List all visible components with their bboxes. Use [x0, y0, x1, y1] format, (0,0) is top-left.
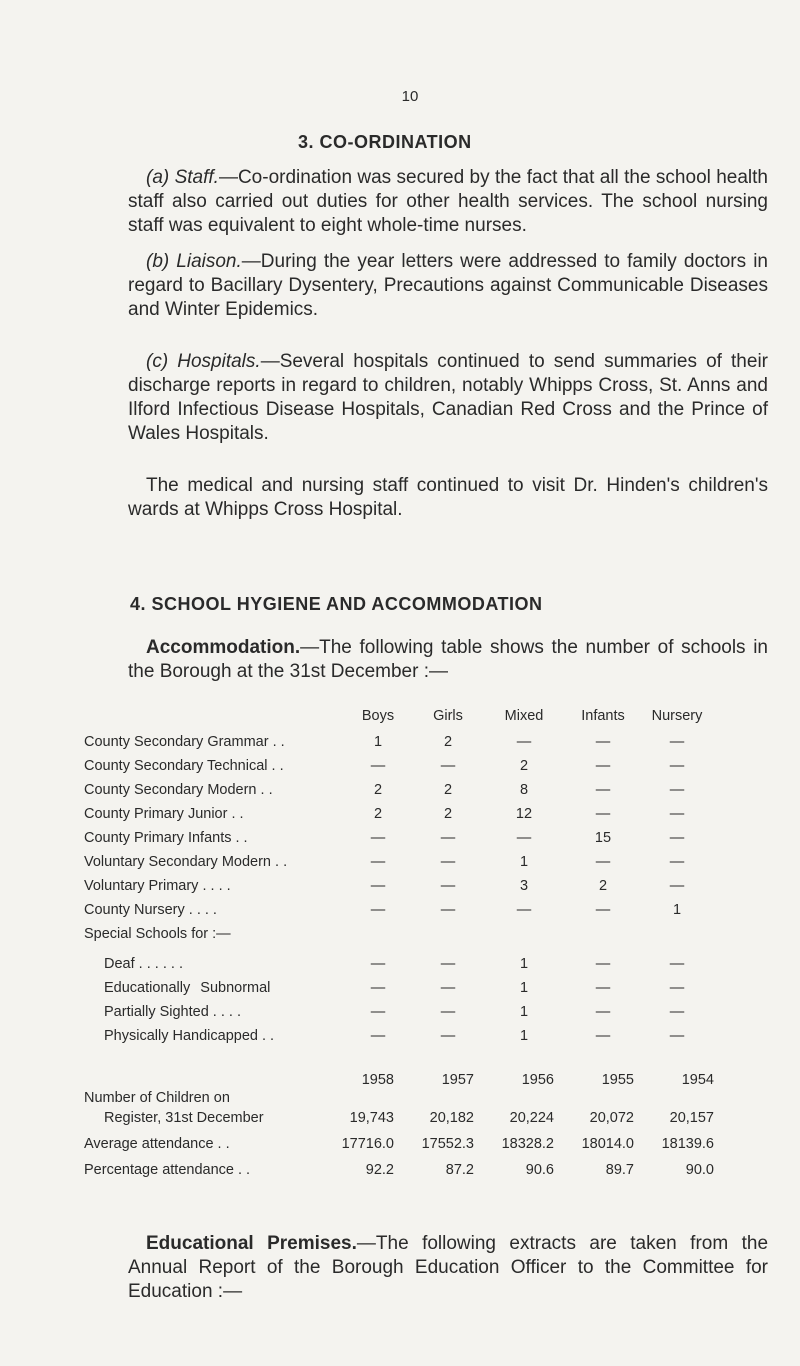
table-cell: 18014.0 [581, 1136, 634, 1152]
table-cell: 1 [519, 1028, 529, 1044]
column-header: Girls [433, 708, 463, 724]
staff-label: (a) Staff. [146, 167, 219, 188]
table-cell: 20,157 [669, 1110, 714, 1126]
row-label: Voluntary Primary . . . . [84, 878, 231, 894]
year-header: 1958 [361, 1072, 394, 1088]
liaison-paragraph [128, 250, 768, 322]
row-label: Voluntary Secondary Modern . . [84, 854, 288, 870]
hospitals-label: (c) Hospitals. [146, 351, 261, 372]
row-label: Percentage attendance . . [84, 1162, 251, 1178]
table-cell: — [669, 806, 685, 822]
table-cell: — [669, 1028, 685, 1044]
table-cell: 1 [519, 956, 529, 972]
premises-text: —The following extracts are taken from the Annual Report of the Borough Education Officer to the Committee for Education :— [128, 1233, 769, 1302]
page-number: 10 [401, 88, 419, 105]
table-cell: — [669, 782, 685, 798]
row-label: Register, 31st December [104, 1110, 264, 1126]
table-cell: 92.2 [365, 1162, 394, 1178]
staff-text: —Co-ordination was secured by the fact that all the school health staff also carried out duties for other health services. The school nursing staff was equivalent to eight whole-time nurses. [128, 167, 768, 236]
table-cell: — [370, 1028, 386, 1044]
table-cell: 15 [594, 830, 612, 846]
table-cell: — [595, 854, 611, 870]
section-4-heading: 4. SCHOOL HYGIENE AND ACCOMMODATION [130, 594, 543, 614]
table-cell: 17716.0 [341, 1136, 394, 1152]
row-label: Deaf . . . . . . [104, 956, 183, 972]
row-label: Educationally Subnormal [104, 980, 271, 996]
table-cell: 19,743 [349, 1110, 394, 1126]
table-cell: 87.2 [445, 1162, 474, 1178]
table-cell: — [370, 854, 386, 870]
table-cell: 20,224 [509, 1110, 554, 1126]
attendance-table [84, 1072, 800, 1192]
hospitals-text: —Several hospitals continued to send summaries of their discharge reports in regard to children, notably Whipps Cross, St. Anns and Ilford Infectious Disease Hospitals, Canadian Red Cross and the Prince of Wales Hospitals. [128, 351, 768, 444]
table-cell: — [370, 830, 386, 846]
table-cell: — [440, 758, 456, 774]
premises-paragraph [128, 1232, 768, 1304]
row-label: County Primary Infants . . [84, 830, 248, 846]
table-cell: — [669, 980, 685, 996]
row-label: County Secondary Grammar . . [84, 734, 285, 750]
row-label: Number of Children on [84, 1090, 230, 1106]
table-cell: 2 [373, 806, 383, 822]
table-cell: — [595, 806, 611, 822]
table-cell: 90.0 [685, 1162, 714, 1178]
table-cell: — [370, 878, 386, 894]
row-label: Average attendance . . [84, 1136, 230, 1152]
table-cell: — [440, 980, 456, 996]
table-cell: 18328.2 [501, 1136, 554, 1152]
table-cell: 1 [672, 902, 682, 918]
table-cell: — [370, 956, 386, 972]
table-cell: — [440, 830, 456, 846]
accommodation-paragraph [128, 636, 768, 684]
table-cell: — [516, 902, 532, 918]
table-cell: 2 [443, 806, 453, 822]
premises-label: Educational Premises. [146, 1233, 357, 1254]
table-cell: — [370, 1004, 386, 1020]
table-cell: — [595, 734, 611, 750]
table-cell: — [440, 902, 456, 918]
table-cell: 18139.6 [661, 1136, 714, 1152]
table-cell: 8 [519, 782, 529, 798]
accommodation-text: —The following table shows the number of schools in the Borough at the 31st December :— [128, 637, 768, 682]
table-cell: 1 [519, 980, 529, 996]
table-cell: 1 [373, 734, 383, 750]
table-cell: 12 [515, 806, 533, 822]
table-cell: — [669, 956, 685, 972]
table-cell: — [669, 854, 685, 870]
table-cell: 20,182 [429, 1110, 474, 1126]
table-cell: — [595, 782, 611, 798]
row-label: County Secondary Technical . . [84, 758, 284, 774]
table-cell: — [370, 980, 386, 996]
accommodation-label: Accommodation. [146, 637, 301, 658]
table-cell: 3 [519, 878, 529, 894]
table-cell: — [440, 1004, 456, 1020]
table-cell: — [595, 902, 611, 918]
row-label: Partially Sighted . . . . [104, 1004, 242, 1020]
table-cell: 2 [598, 878, 608, 894]
year-header: 1956 [521, 1072, 554, 1088]
table-cell: — [440, 854, 456, 870]
year-header: 1955 [601, 1072, 634, 1088]
table-cell: — [669, 734, 685, 750]
table-cell: 90.6 [525, 1162, 554, 1178]
liaison-label: (b) Liaison. [146, 251, 242, 272]
table-cell: 1 [519, 1004, 529, 1020]
table-cell: — [370, 902, 386, 918]
table-cell: — [516, 734, 532, 750]
table-cell: 17552.3 [421, 1136, 474, 1152]
table-cell: — [440, 956, 456, 972]
year-header: 1954 [681, 1072, 714, 1088]
row-label: County Secondary Modern . . [84, 782, 273, 798]
table-cell: 1 [519, 854, 529, 870]
table-cell: 20,072 [589, 1110, 634, 1126]
visit-paragraph: The medical and nursing staff continued to visit Dr. Hinden's children's wards at Whipps Cross Hospital. [128, 475, 768, 520]
staff-paragraph [128, 166, 768, 238]
table-cell: — [595, 758, 611, 774]
column-header: Infants [581, 708, 625, 724]
table-cell: 2 [443, 782, 453, 798]
table-cell: — [669, 830, 685, 846]
table-cell: — [669, 758, 685, 774]
table-cell: — [595, 1004, 611, 1020]
column-header: Boys [361, 708, 395, 724]
schools-table [84, 708, 800, 1078]
table-cell: — [595, 980, 611, 996]
table-cell: 89.7 [605, 1162, 634, 1178]
table-cell: — [669, 1004, 685, 1020]
table-cell: — [370, 758, 386, 774]
liaison-text: —During the year letters were addressed to family doctors in regard to Bacillary Dysentery, Precautions against Communicable Diseases and Winter Epidemics. [128, 251, 768, 320]
table-cell: — [595, 1028, 611, 1044]
hospitals-paragraph [128, 350, 768, 446]
table-cell: 2 [519, 758, 529, 774]
table-cell: — [595, 956, 611, 972]
section-3-heading: 3. CO-ORDINATION [298, 132, 472, 152]
row-label: Physically Handicapped . . [104, 1028, 275, 1044]
year-header: 1957 [441, 1072, 474, 1088]
row-label: County Nursery . . . . [84, 902, 217, 918]
table-cell: 2 [373, 782, 383, 798]
table-cell: — [516, 830, 532, 846]
row-label: County Primary Junior . . [84, 806, 244, 822]
table-cell: — [440, 878, 456, 894]
table-cell: — [669, 878, 685, 894]
table-cell: 2 [443, 734, 453, 750]
column-header: Mixed [504, 708, 544, 724]
special-schools-heading: Special Schools for :— [84, 926, 231, 942]
table-cell: — [440, 1028, 456, 1044]
column-header: Nursery [651, 708, 703, 724]
